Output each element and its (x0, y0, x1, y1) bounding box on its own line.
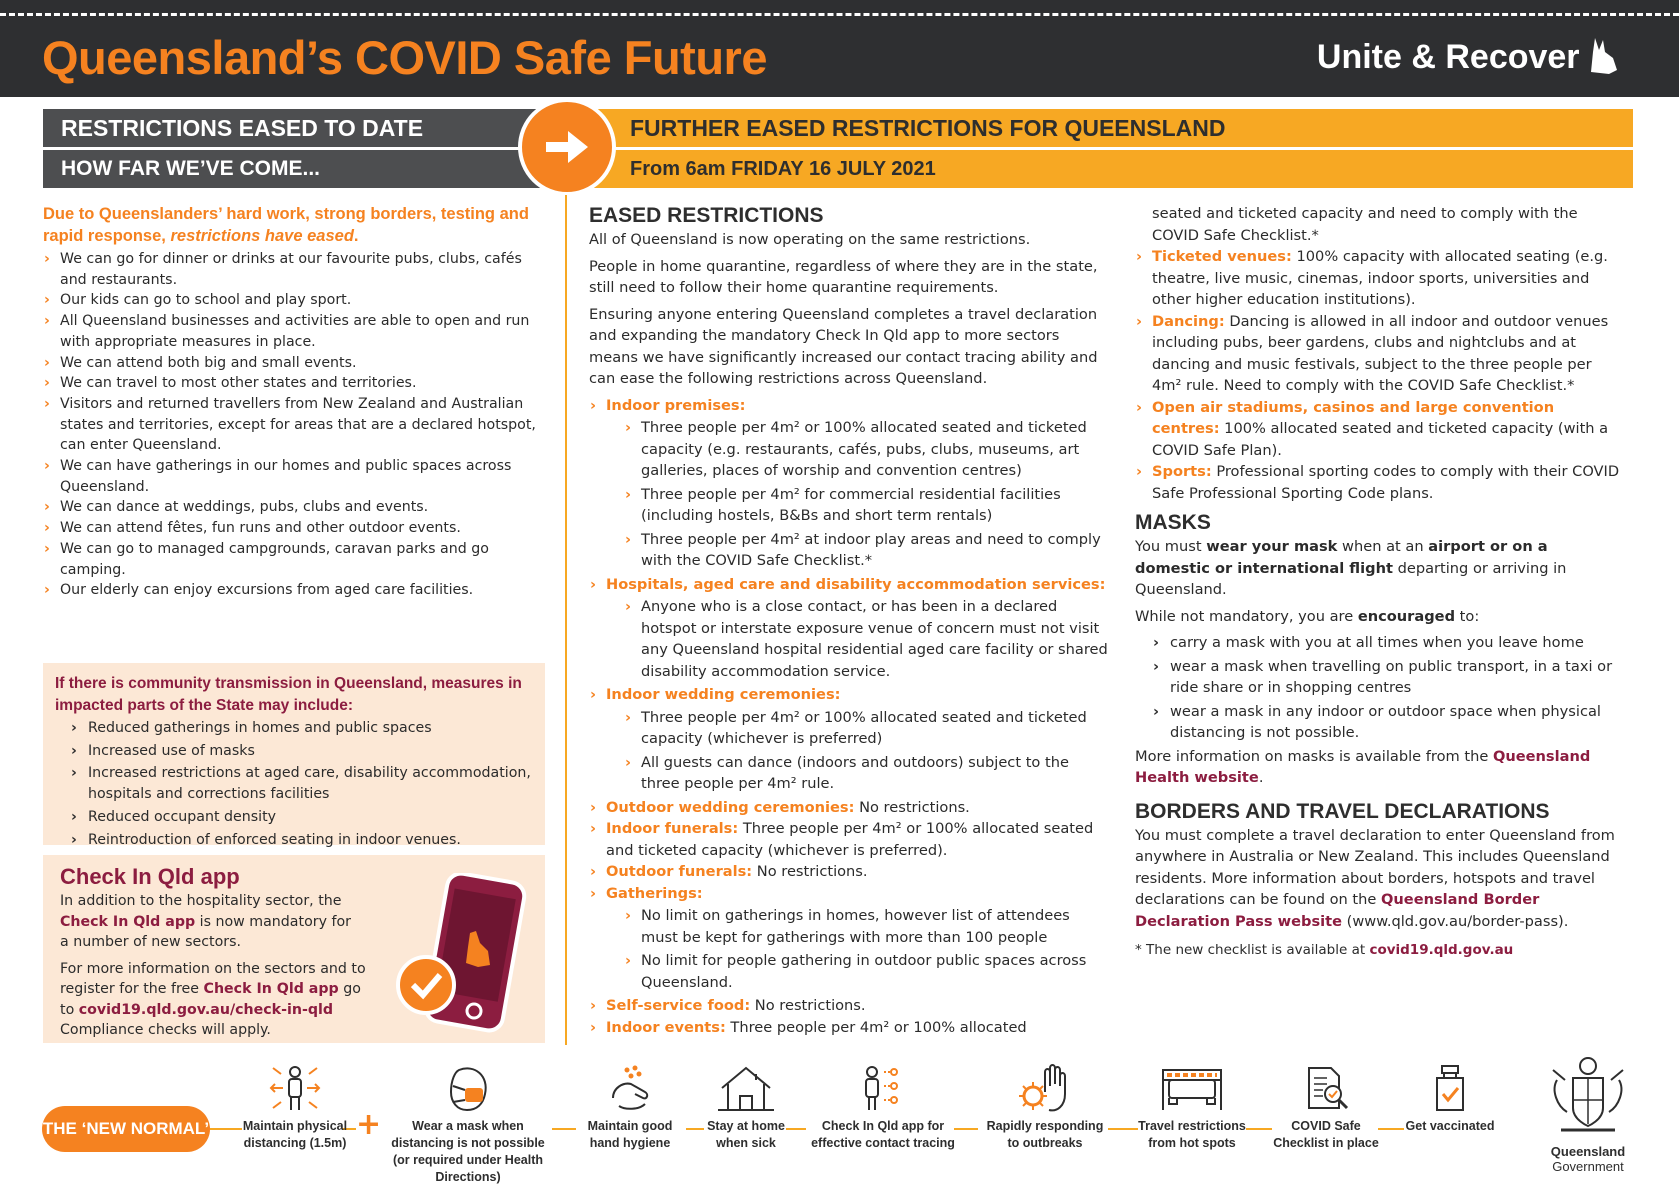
indoor-wedding-label: Indoor wedding ceremonies: (606, 686, 841, 703)
plus-sign: + (356, 1107, 382, 1142)
list-item: › Our elderly can enjoy excursions from aged care facilities. (43, 580, 548, 601)
dancing-item (1135, 311, 1625, 397)
sports-item (1135, 461, 1625, 504)
outdoor-funerals-text: No restrictions. (752, 863, 868, 880)
footer-label: Maintain good hand hygiene (587, 1119, 673, 1150)
left-banner-line1: RESTRICTIONS EASED TO DATE (43, 109, 563, 147)
m1-c: when at an (1337, 538, 1429, 555)
footer-item-distancing (240, 1064, 350, 1152)
indoor-funerals-item (589, 818, 1109, 861)
open-air-text: 100% allocated seated and ticketed capacity (with a COVID Safe Plan). (1152, 420, 1609, 459)
m3-b: . (1258, 769, 1264, 786)
qld-health-link[interactable]: Queensland Health website (1135, 747, 1591, 786)
borders-heading: BORDERS AND TRAVEL DECLARATIONS (1135, 799, 1550, 823)
lede-end: . (353, 227, 359, 245)
phone-checkin-icon (388, 873, 528, 1033)
ticketed-venues-label: Ticketed venues: (1152, 248, 1292, 265)
eased-p2: People in home quarantine, regardless of where they are in the state, still need to follow their home quarantine requirements. (589, 257, 1098, 296)
indoor-events-text: Three people per 4m² or 100% allocated (725, 1018, 1027, 1036)
footer-label: Check In Qld app for effective contact tracing (811, 1119, 955, 1150)
hospitals-label: Hospitals, aged care and disability accommodation services: (606, 575, 1106, 593)
connector (210, 1128, 242, 1130)
indoor-funerals-text: Three people per 4m² or 100% allocated seated and ticketed capacity (whichever is preferred). (606, 820, 1094, 859)
checkin-p1-a: In addition to the hospitality sector, the (60, 893, 342, 909)
masks-p1 (1135, 536, 1625, 601)
m2-b: encouraged (1357, 607, 1456, 625)
mask-encouraged-list (1135, 632, 1625, 744)
checkin-app-link-2[interactable]: Check In Qld app (203, 981, 339, 997)
m1-d: airport or on a domestic or international flight (1135, 538, 1548, 577)
list-item: › Reduced occupant density (71, 807, 533, 828)
brand-label: Unite & Recover (1316, 38, 1580, 76)
list-item: › We can have gatherings in our homes and public spaces across Queensland. (43, 456, 548, 497)
checkin-heading: Check In Qld app (60, 864, 240, 889)
indoor-events-continued: seated and ticketed capacity and need to comply with the COVID Safe Checklist.* (1152, 205, 1578, 244)
list-item: › Three people per 4m² for commercial residential facilities (including hostels, B&Bs and short term rentals) (624, 484, 1109, 527)
gatherings-item (589, 883, 1109, 994)
list-item: › All Queensland businesses and activities are able to open and run with appropriate measures in place. (43, 311, 548, 352)
footer-label: Maintain physical distancing (1.5m) (242, 1119, 348, 1150)
list-item: › All guests can dance (indoors and outdoors) subject to the three people per 4m² rule. (624, 752, 1109, 795)
gov-line1: Queensland (1550, 1144, 1626, 1159)
list-item: › Three people per 4m² or 100% allocated seated and ticketed capacity (e.g. restaurants, cafés, pubs, clubs, museums, art galleries, places of worship and convention centres) (624, 417, 1109, 482)
column-eased-restrictions (589, 203, 1109, 1038)
connector (686, 1128, 704, 1130)
list-item: › wear a mask when travelling on public transport, in a taxi or ride share or in shopping centres (1153, 656, 1625, 699)
lede-italic: restrictions have eased (170, 227, 354, 245)
checkin-p1-b: is now mandatory for a number of new sectors. (60, 913, 351, 950)
eased-p1: All of Queensland is now operating on the same restrictions. (589, 231, 1031, 248)
footer-label: COVID Safe Checklist in place (1273, 1119, 1379, 1150)
list-item: › We can attend fêtes, fun runs and other outdoor events. (43, 518, 548, 539)
sports-text: Professional sporting codes to comply with their COVID Safe Professional Sporting Code plans. (1152, 463, 1620, 502)
list-item: › Increased use of masks (71, 741, 533, 762)
masks-heading: MASKS (1135, 511, 1211, 534)
eased-list (43, 249, 548, 601)
indoor-wedding-item (589, 684, 1109, 795)
footer-label: Stay at home when sick (707, 1119, 785, 1150)
check-in-qld-box (43, 855, 545, 1043)
ticketed-venues-item (1135, 246, 1625, 311)
list-item: › Anyone who is a close contact, or has been in a declared hotspot or interstate exposure venue of concern must not visit any Queensland hospital residential aged care facility or shared disability accommodation service. (624, 596, 1109, 682)
dancing-text: Dancing is allowed in all indoor and outdoor venues including pubs, beer gardens, clubs and nightclubs and at dancing and music festivals, subject to the three people per 4m² rule. Need to comply with the COVID Safe Checklist.* (1152, 312, 1609, 394)
outdoor-wedding-label: Outdoor wedding ceremonies: (606, 798, 855, 816)
arrow-right-icon (544, 127, 590, 167)
list-item: › No limit for people gathering in outdoor public spaces across Queensland. (624, 950, 1109, 993)
checkin-p2-c: Compliance checks will apply. (60, 1022, 271, 1038)
checkin-url-link[interactable]: covid19.qld.gov.au/check-in-qld (78, 1001, 334, 1018)
outbreak-hand-icon (1015, 1064, 1075, 1114)
footer-label: Wear a mask when distancing is not possible (or required under Health Directions) (391, 1119, 545, 1184)
connector (786, 1128, 806, 1130)
self-service-label: Self-service food: (606, 997, 751, 1014)
home-icon (716, 1064, 776, 1114)
header-dash-line (0, 13, 1679, 16)
list-item: › We can go to managed campgrounds, caravan parks and go camping. (43, 539, 548, 580)
list-item: › Our kids can go to school and play sport. (43, 290, 548, 311)
list-item: › We can dance at weddings, pubs, clubs and events. (43, 497, 548, 518)
m3-a: More information on masks is available from the (1135, 747, 1493, 765)
note-a: * The new checklist is available at (1135, 942, 1370, 958)
community-transmission-box (43, 663, 545, 848)
right-banner-line2: From 6am FRIDAY 16 JULY 2021 (580, 150, 1633, 188)
ticketed-venues-text: 100% capacity with allocated seating (e.g. theatre, live music, cinemas, indoor sports, universities and other higher education institutions). (1152, 248, 1608, 308)
footer-label: Travel restrictions from hot spots (1138, 1119, 1246, 1150)
list-item: › Increased restrictions at aged care, disability accommodation, hospitals and corrections facilities (71, 763, 533, 804)
m2-c: to: (1455, 607, 1480, 625)
hand-hygiene-icon (605, 1064, 655, 1114)
eased-restrictions-heading: EASED RESTRICTIONS (589, 204, 824, 227)
open-air-item (1135, 397, 1625, 462)
dancing-label: Dancing: (1152, 312, 1225, 330)
footer-item-checklist (1270, 1064, 1382, 1152)
distancing-icon (265, 1064, 325, 1114)
m1-b: wear your mask (1206, 538, 1338, 555)
mask-icon (443, 1064, 493, 1114)
gov-line2: Government (1552, 1159, 1624, 1174)
vaccine-icon (1425, 1064, 1475, 1114)
indoor-funerals-label: Indoor funerals: (606, 820, 739, 837)
list-item: › Reduced gatherings in homes and public spaces (71, 718, 533, 739)
community-heading: If there is community transmission in Queensland, measures in impacted parts of the State may include: (55, 675, 522, 714)
footer-item-hygiene (578, 1064, 682, 1152)
left-banner-line2: HOW FAR WE’VE COME... (43, 150, 563, 188)
b1-b: (www.qld.gov.au/border-pass). (1342, 912, 1569, 930)
queensland-map-icon (1589, 36, 1619, 76)
self-service-text: No restrictions. (750, 997, 866, 1014)
m1-a: You must (1135, 538, 1207, 555)
list-item: › Visitors and returned travellers from New Zealand and Australian states and territories, except for areas that are a declared hotspot, can enter Queensland. (43, 394, 548, 456)
arrow-circle (518, 98, 616, 196)
list-item: › We can go for dinner or drinks at our favourite pubs, clubs, cafés and restaurants. (43, 249, 548, 290)
qld-government-logo (1538, 1050, 1638, 1174)
new-normal-pill: THE ‘NEW NORMAL’ (42, 1106, 210, 1152)
self-service-item (589, 995, 1109, 1017)
column-divider (565, 195, 567, 1045)
list-item: › We can travel to most other states and territories. (43, 373, 548, 394)
footer-label: Get vaccinated (1405, 1119, 1495, 1133)
indoor-premises-label: Indoor premises: (606, 396, 746, 414)
column-masks-borders (1135, 203, 1625, 967)
footer-label: Rapidly responding to outbreaks (986, 1119, 1104, 1150)
checklist-icon (1301, 1064, 1351, 1114)
checkin-paragraph-1 (60, 891, 360, 953)
checkin-p2-b: go to (60, 981, 361, 1018)
footer-item-home (704, 1064, 788, 1152)
list-item: › carry a mask with you at all times when you leave home (1153, 632, 1625, 654)
travel-restriction-icon (1157, 1064, 1227, 1114)
list-item: › No limit on gatherings in homes, however list of attendees must be kept for gatherings with more than 100 people (624, 905, 1109, 948)
footer-item-travel (1134, 1064, 1250, 1152)
contact-tracing-icon (858, 1064, 908, 1114)
hospitals-sublist (606, 596, 1109, 682)
footer-item-mask (382, 1064, 554, 1185)
outdoor-funerals-label: Outdoor funerals: (606, 863, 753, 880)
masks-p2 (1135, 606, 1625, 628)
indoor-wedding-sublist (606, 707, 1109, 795)
outdoor-wedding-item (589, 797, 1109, 819)
page-title: Queensland’s COVID Safe Future (42, 31, 767, 84)
list-item: › Three people per 4m² at indoor play areas and need to comply with the COVID Safe Checklist.* (624, 529, 1109, 572)
indoor-premises-sublist (606, 417, 1109, 572)
eased-p3: Ensuring anyone entering Queensland completes a travel declaration and expanding the mandatory Check In Qld app to more sectors means we have significantly increased our contact tracing ability and can ease the following restrictions across Queensland. (589, 305, 1098, 387)
footer-item-vaccinated (1400, 1064, 1500, 1135)
outdoor-funerals-item (589, 861, 1109, 883)
venues-list (1135, 246, 1625, 504)
coat-of-arms-icon (1543, 1050, 1633, 1140)
checklist-note (1135, 940, 1625, 962)
lede-text (43, 203, 548, 247)
m1-e: departing or arriving in Queensland. (1135, 559, 1567, 598)
borders-p1 (1135, 825, 1625, 933)
open-air-label: Open air stadiums, casinos and large convention centres: (1152, 398, 1555, 437)
list-item: › We can attend both big and small events. (43, 353, 548, 374)
outdoor-wedding-text: No restrictions. (854, 798, 970, 816)
right-banner-line1: FURTHER EASED RESTRICTIONS FOR QUEENSLAND (580, 109, 1633, 147)
footer-item-checkin (808, 1064, 958, 1152)
eased-restriction-list (589, 395, 1109, 1039)
covid19-link[interactable]: covid19.qld.gov.au (1369, 942, 1514, 958)
indoor-events-item (589, 1017, 1109, 1039)
indoor-events-label: Indoor events: (606, 1018, 726, 1036)
indoor-premises-item (589, 395, 1109, 572)
gatherings-label: Gatherings: (606, 884, 703, 902)
checkin-p2-a: For more information on the sectors and to register for the free (60, 960, 366, 997)
list-item: › Three people per 4m² or 100% allocated seated and ticketed capacity (whichever is preferred) (624, 707, 1109, 750)
brand-text (1317, 36, 1619, 77)
checkin-paragraph-2 (60, 959, 370, 1041)
masks-p3 (1135, 746, 1625, 789)
m2-a: While not mandatory, you are (1135, 607, 1358, 625)
connector (552, 1128, 576, 1130)
b1-a: You must complete a travel declaration to enter Queensland from anywhere in Australia or New Zealand. This includes Queensland residents. More information about borders, hotspots and travel declarations can be found on the (1135, 826, 1615, 908)
gatherings-sublist (606, 905, 1109, 993)
lede-plain: Due to Queenslanders’ hard work, strong borders, testing and rapid response, (43, 205, 529, 245)
checkin-app-link[interactable]: Check In Qld app (60, 913, 196, 930)
border-pass-link[interactable]: Queensland Border Declaration Pass website (1135, 891, 1540, 930)
list-item: › wear a mask in any indoor or outdoor space when physical distancing is not possible. (1153, 701, 1625, 744)
hospitals-item (589, 574, 1109, 683)
community-list (55, 718, 533, 850)
list-item: › Reintroduction of enforced seating in indoor venues. (71, 830, 533, 851)
sports-label: Sports: (1152, 463, 1212, 480)
footer-item-outbreaks (980, 1064, 1110, 1152)
column-restrictions-eased (43, 203, 548, 601)
